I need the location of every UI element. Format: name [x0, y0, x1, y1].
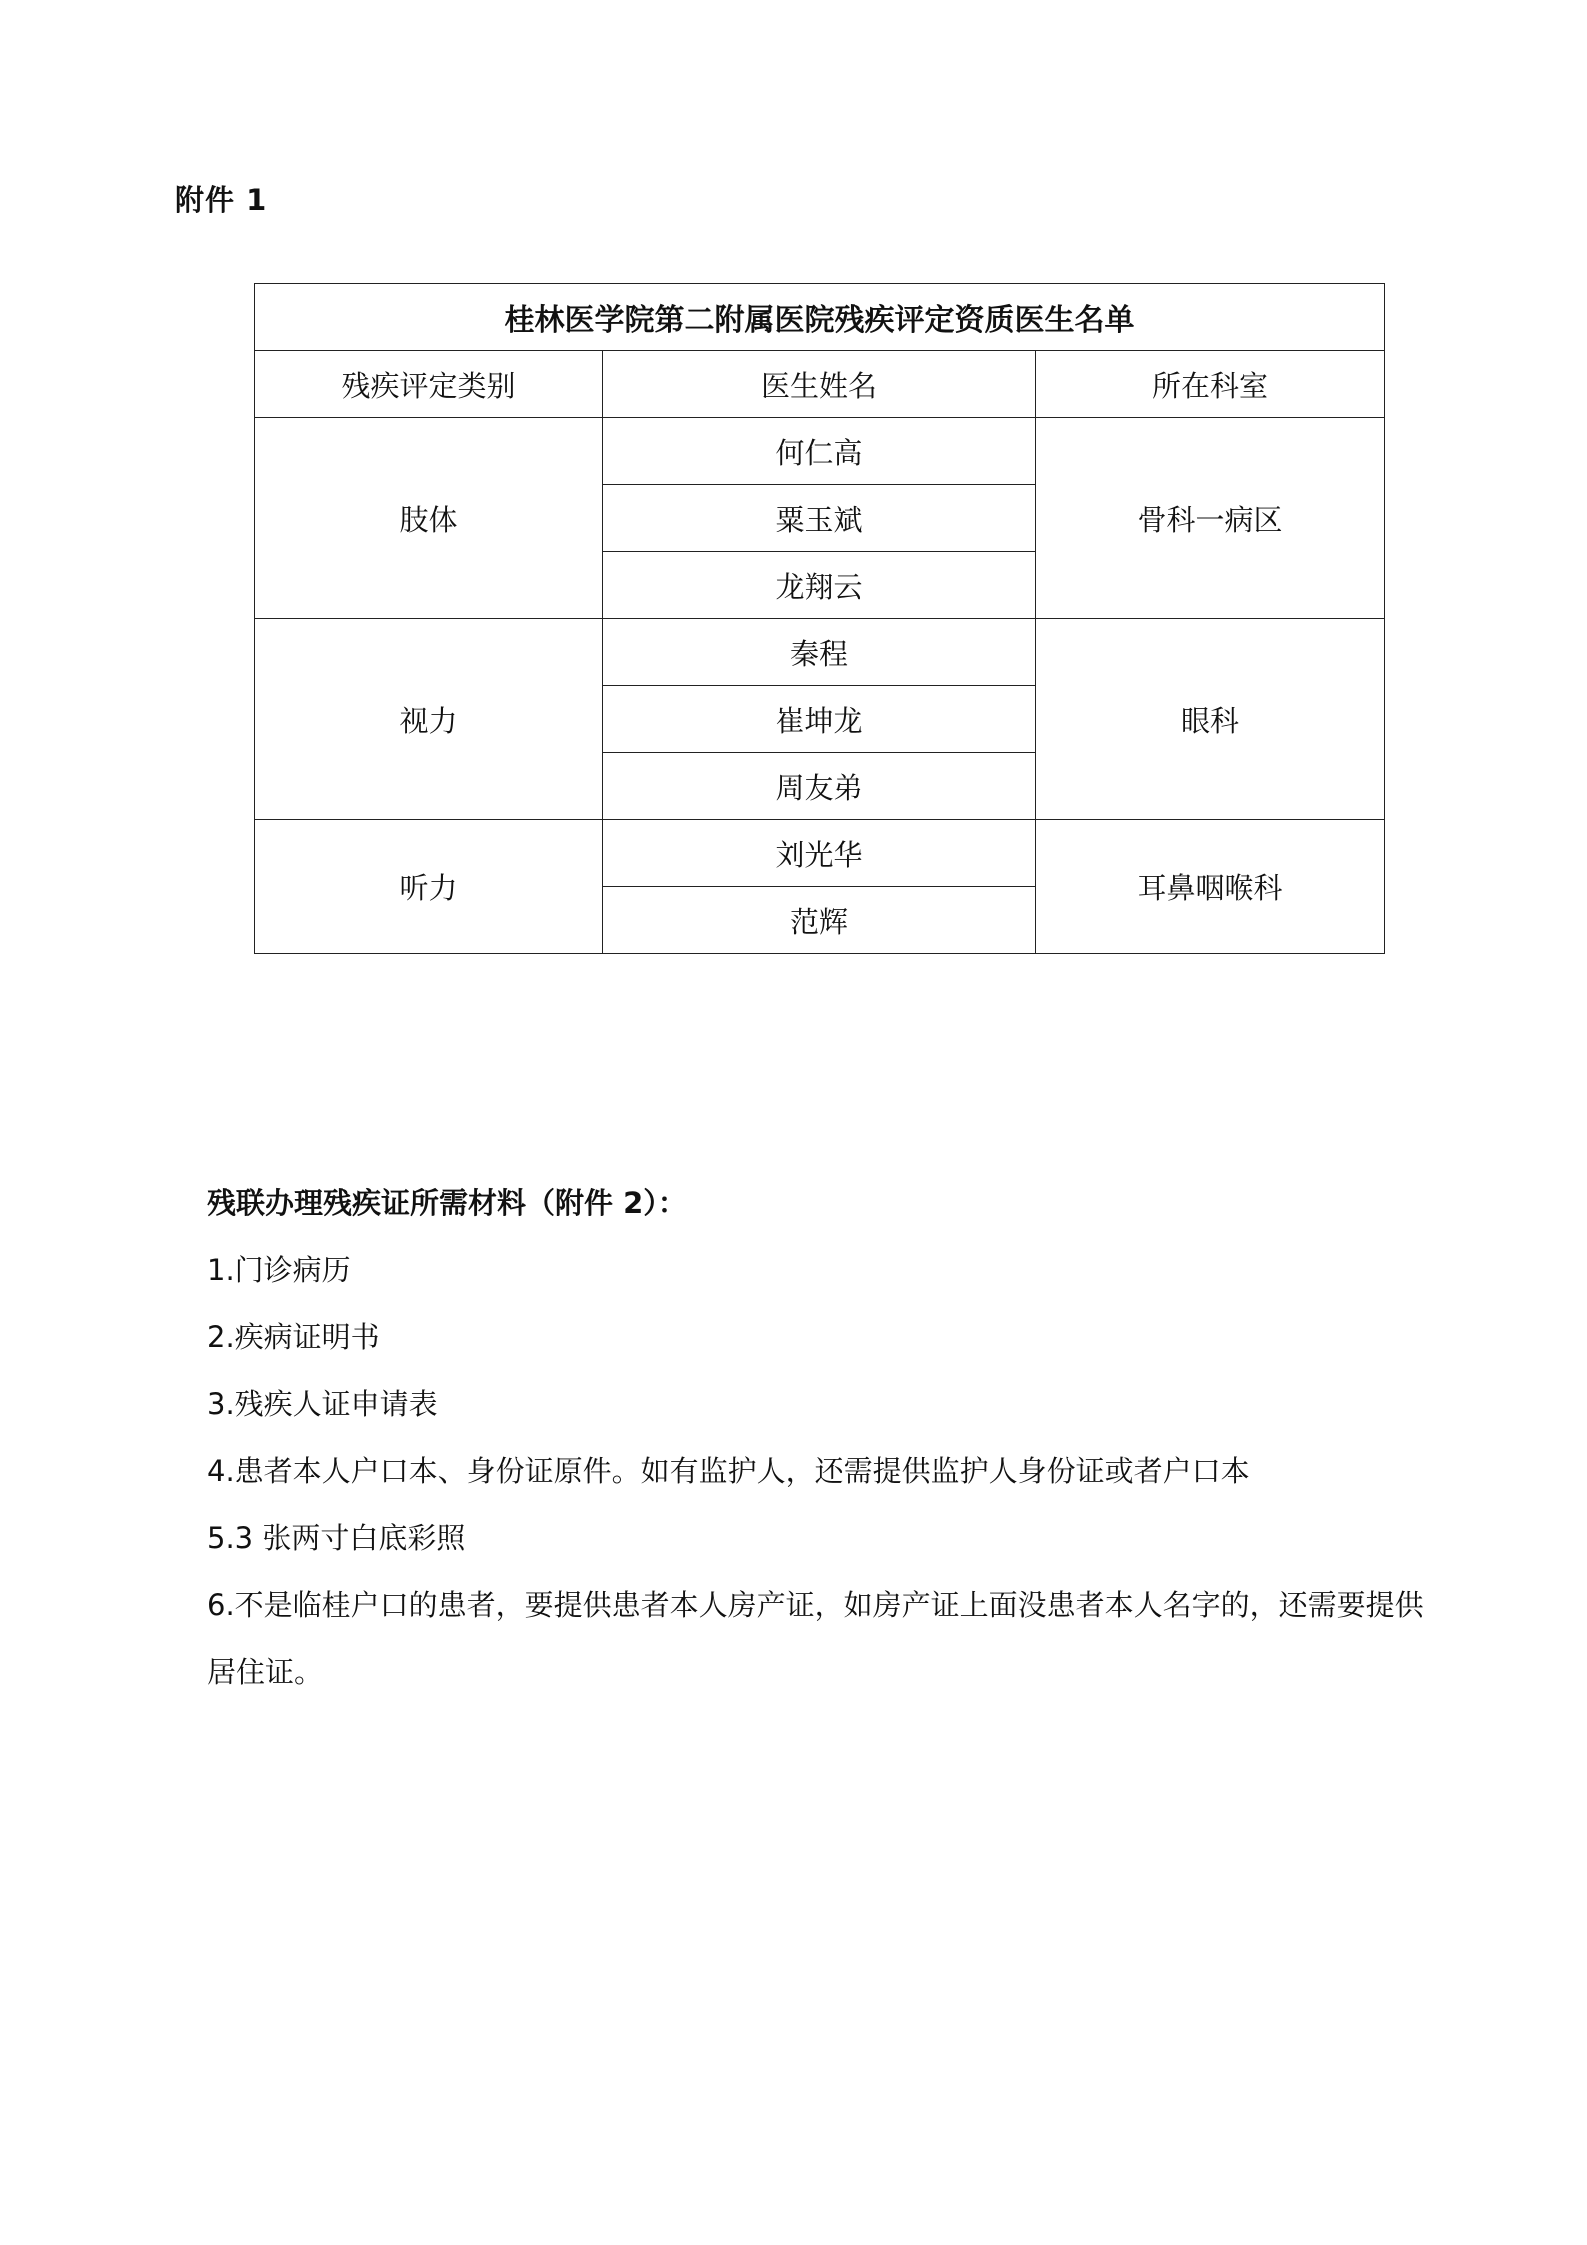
- department-cell: 眼科: [1036, 619, 1385, 820]
- list-item: 5.3 张两寸白底彩照: [207, 1521, 466, 1555]
- doctor-name-cell: 范辉: [603, 887, 1036, 954]
- doctor-table: [254, 283, 1385, 954]
- materials-heading: 残联办理残疾证所需材料（附件 2）：: [207, 1186, 687, 1220]
- list-item: 2.疾病证明书: [207, 1320, 380, 1354]
- doctor-name-cell: 周友弟: [603, 753, 1036, 820]
- doctor-name-cell: 崔坤龙: [603, 686, 1036, 753]
- doctor-name-cell: 龙翔云: [603, 552, 1036, 619]
- doctor-name-cell: 刘光华: [603, 820, 1036, 887]
- doctor-name-cell: 何仁高: [603, 418, 1036, 485]
- table-row: [255, 418, 1385, 485]
- list-item: 6.不是临桂户口的患者，要提供患者本人房产证，如房产证上面没患者本人名字的，还需要提供居住证。: [207, 1588, 1424, 1689]
- doctor-name-cell: 粟玉斌: [603, 485, 1036, 552]
- category-cell: 视力: [255, 619, 603, 820]
- department-cell: 骨科一病区: [1036, 418, 1385, 619]
- category-cell: 听力: [255, 820, 603, 954]
- list-item: 3.残疾人证申请表: [207, 1387, 438, 1421]
- department-cell: 耳鼻咽喉科: [1036, 820, 1385, 954]
- header-doctor-name: 医生姓名: [603, 351, 1036, 418]
- table-row: [255, 820, 1385, 887]
- table-title: 桂林医学院第二附属医院残疾评定资质医生名单: [255, 284, 1385, 351]
- category-cell: 肢体: [255, 418, 603, 619]
- list-item: 4.患者本人户口本、身份证原件。如有监护人，还需提供监护人身份证或者户口本: [207, 1454, 1250, 1488]
- table-row: [255, 619, 1385, 686]
- materials-section: [175, 1170, 1435, 1706]
- list-item: 1.门诊病历: [207, 1253, 351, 1287]
- attachment-label: 附件 1: [175, 183, 268, 217]
- table-title-row: [255, 284, 1385, 351]
- header-department: 所在科室: [1036, 351, 1385, 418]
- doctor-name-cell: 秦程: [603, 619, 1036, 686]
- table-header-row: [255, 351, 1385, 418]
- header-category: 残疾评定类别: [255, 351, 603, 418]
